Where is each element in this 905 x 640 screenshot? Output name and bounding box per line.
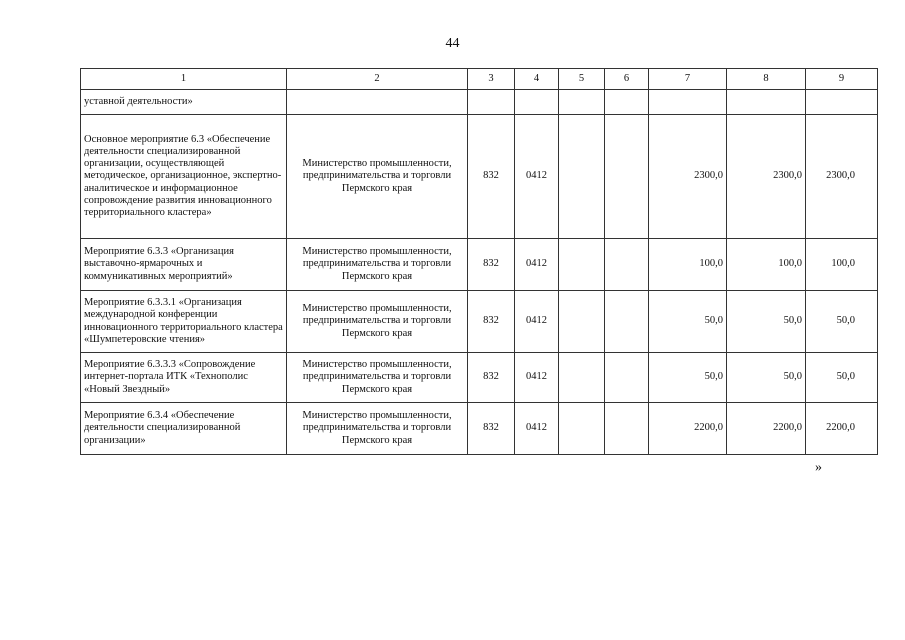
- header-cell: 2: [287, 69, 468, 90]
- amount-col9: 50,0: [806, 353, 878, 403]
- code-cell: 832: [468, 291, 515, 353]
- closing-quote-mark: »: [815, 460, 822, 475]
- budget-table: [80, 68, 878, 455]
- amount-col7: 2200,0: [649, 403, 727, 455]
- amount-col9: 2200,0: [806, 403, 878, 455]
- col5-cell: [559, 291, 605, 353]
- empty-cell: [559, 90, 605, 115]
- table-row: [81, 353, 878, 403]
- header-cell: 4: [515, 69, 559, 90]
- amount-col9: 100,0: [806, 239, 878, 291]
- continuation-text: уставной деятельности»: [81, 90, 287, 115]
- empty-cell: [806, 90, 878, 115]
- code-cell: 832: [468, 239, 515, 291]
- section-code-cell: 0412: [515, 239, 559, 291]
- section-code-cell: 0412: [515, 403, 559, 455]
- header-cell: 3: [468, 69, 515, 90]
- code-cell: 832: [468, 403, 515, 455]
- header-cell: 9: [806, 69, 878, 90]
- col6-cell: [605, 353, 649, 403]
- table-row: [81, 239, 878, 291]
- empty-cell: [727, 90, 806, 115]
- responsible-org: Министерство промышленности, предпринимательства и торговли Пермского края: [287, 291, 468, 353]
- table-row: [81, 403, 878, 455]
- empty-cell: [515, 90, 559, 115]
- header-cell: 7: [649, 69, 727, 90]
- activity-name: Мероприятие 6.3.3 «Организация выставочно-ярмарочных и коммуникативных мероприятий»: [81, 239, 287, 291]
- col5-cell: [559, 403, 605, 455]
- responsible-org: Министерство промышленности, предпринимательства и торговли Пермского края: [287, 403, 468, 455]
- section-code-cell: 0412: [515, 115, 559, 239]
- activity-name: Мероприятие 6.3.3.1 «Организация международной конференции инновационного территориального кластера «Шумпетеровские чтения»: [81, 291, 287, 353]
- header-cell: 1: [81, 69, 287, 90]
- amount-col7: 50,0: [649, 291, 727, 353]
- page-number: 44: [445, 36, 460, 51]
- code-cell: 832: [468, 353, 515, 403]
- amount-col9: 2300,0: [806, 115, 878, 239]
- amount-col7: 2300,0: [649, 115, 727, 239]
- amount-col8: 100,0: [727, 239, 806, 291]
- col6-cell: [605, 403, 649, 455]
- empty-cell: [468, 90, 515, 115]
- activity-name: Мероприятие 6.3.3.3 «Сопровождение интернет-портала ИТК «Технополис «Новый Звездный»: [81, 353, 287, 403]
- col5-cell: [559, 115, 605, 239]
- table-row: [81, 115, 878, 239]
- amount-col9: 50,0: [806, 291, 878, 353]
- responsible-org: Министерство промышленности, предпринимательства и торговли Пермского края: [287, 353, 468, 403]
- section-code-cell: 0412: [515, 353, 559, 403]
- responsible-org: Министерство промышленности, предпринимательства и торговли Пермского края: [287, 115, 468, 239]
- col5-cell: [559, 239, 605, 291]
- amount-col8: 2200,0: [727, 403, 806, 455]
- section-code-cell: 0412: [515, 291, 559, 353]
- empty-cell: [605, 90, 649, 115]
- col5-cell: [559, 353, 605, 403]
- header-cell: 6: [605, 69, 649, 90]
- amount-col8: 2300,0: [727, 115, 806, 239]
- activity-name: Мероприятие 6.3.4 «Обеспечение деятельности специализированной организации»: [81, 403, 287, 455]
- empty-cell: [649, 90, 727, 115]
- amount-col7: 50,0: [649, 353, 727, 403]
- responsible-org: Министерство промышленности, предпринимательства и торговли Пермского края: [287, 239, 468, 291]
- amount-col8: 50,0: [727, 353, 806, 403]
- continuation-row: [81, 90, 878, 115]
- table-header-row: [81, 69, 878, 90]
- empty-cell: [287, 90, 468, 115]
- header-cell: 5: [559, 69, 605, 90]
- table-row: [81, 291, 878, 353]
- col6-cell: [605, 239, 649, 291]
- col6-cell: [605, 115, 649, 239]
- activity-name: Основное мероприятие 6.3 «Обеспечение деятельности специализированной организации, осуществляющей методическое, организационное, экспертно-аналитическое и информационное сопровождение развития инновационного территориального кластера»: [81, 115, 287, 239]
- amount-col7: 100,0: [649, 239, 727, 291]
- amount-col8: 50,0: [727, 291, 806, 353]
- header-cell: 8: [727, 69, 806, 90]
- col6-cell: [605, 291, 649, 353]
- code-cell: 832: [468, 115, 515, 239]
